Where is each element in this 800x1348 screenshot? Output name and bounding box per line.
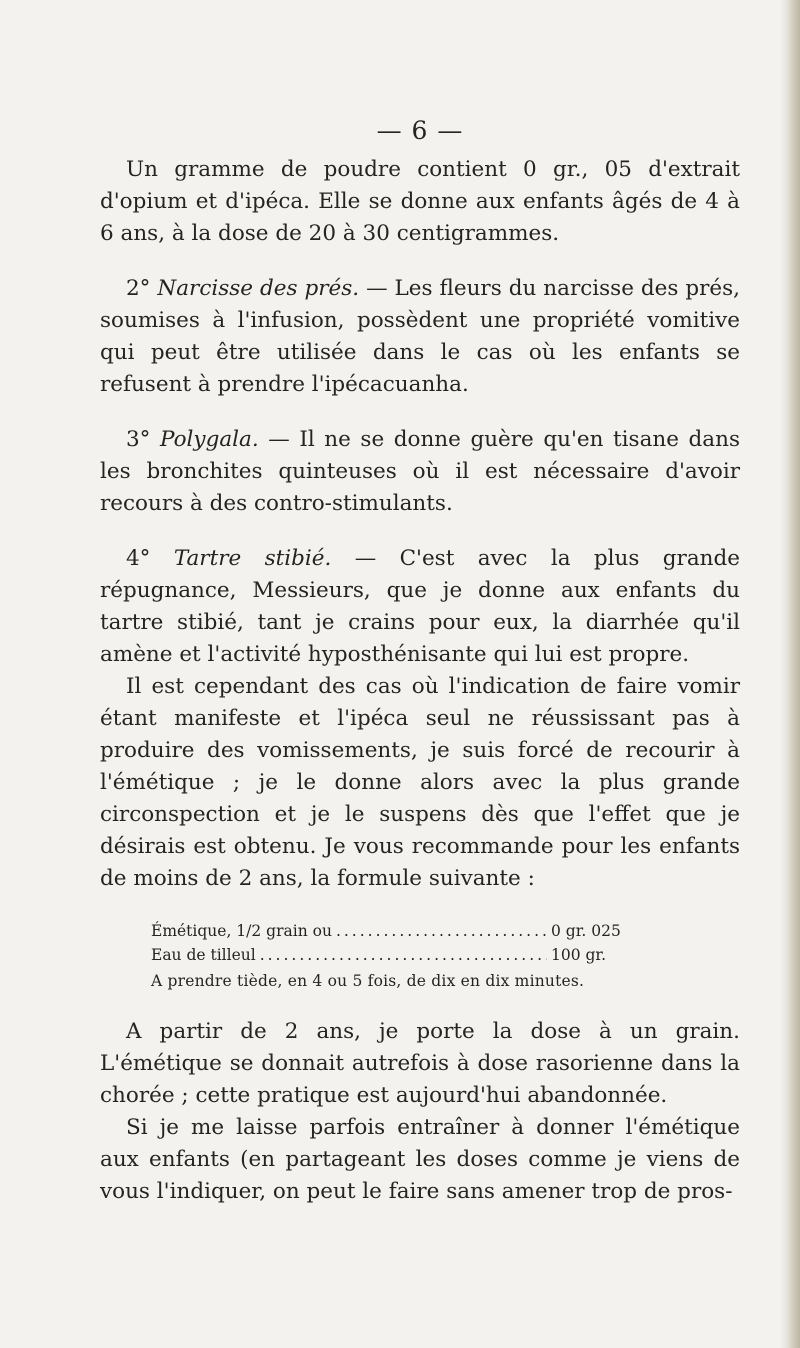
section-text: — Il ne se donne guère qu'en tisane dans les bronchites quinteuses où il est nécessaire d'avoir recours à des contro-stimulants.: [100, 427, 740, 516]
paragraph-indication: Il est cependant des cas où l'indication de faire vomir étant manifeste et l'ipéca seul ne réussissant pas à produire des vomissements, je suis forcé de recourir à l'émétique ; je le donne alors avec la plus grande circonspection et je le suspens dès que l'effet que je désirais est obtenu. Je vous recommande pour les enfants de moins de 2 ans, la formule suivante :: [100, 674, 740, 891]
section-number: 2°: [126, 276, 151, 301]
section-title: Narcisse des prés.: [157, 276, 360, 301]
formula-ingredient: Eau de tilleul: [151, 946, 256, 964]
dot-leader: [336, 919, 547, 943]
paragraph-opium-powder: Un gramme de poudre contient 0 gr., 05 d'extrait d'opium et d'ipéca. Elle se donne aux enfants âgés de 4 à 6 ans, à la dose de 20 à 30 centigrammes.: [100, 157, 740, 246]
section-tartre-stibie: [100, 543, 740, 671]
page-edge: [786, 0, 800, 1348]
formula-quantity: 100 gr.: [551, 946, 607, 964]
formula-ingredient: Émétique, 1/2 grain ou: [151, 922, 332, 940]
page-number: — 6 —: [376, 116, 464, 145]
dot-leader: [260, 943, 547, 967]
section-text: — C'est avec la plus grande répugnance, Messieurs, que je donne aux enfants du tartre stibié, tant je crains pour eux, la diarrhée qu'il amène et l'activité hyposthénisante qui lui est propre.: [100, 546, 740, 667]
page-content: [100, 114, 740, 1208]
section-text: — Les fleurs du narcisse des prés, soumises à l'infusion, possèdent une propriété vomitive qui peut être utilisée dans le cas où les enfants se refusent à prendre l'ipécacuanha.: [100, 276, 741, 397]
formula-row: [151, 943, 671, 967]
section-title: Tartre stibié.: [173, 546, 332, 571]
paragraph-emetique-enfants: Si je me laisse parfois entraîner à donner l'émétique aux enfants (en partageant les doses comme je viens de vous l'indiquer, on peut le faire sans amener trop de pros-: [100, 1115, 740, 1204]
formula-note: A prendre tiède, en 4 ou 5 fois, de dix en dix minutes.: [151, 972, 585, 990]
section-number: 3°: [126, 427, 151, 452]
formula-block: [151, 919, 671, 993]
section-polygala: [100, 424, 740, 520]
formula-row: [151, 919, 671, 943]
section-narcisse: [100, 273, 740, 401]
paragraph-dose-age: A partir de 2 ans, je porte la dose à un grain. L'émétique se donnait autrefois à dose rasorienne dans la chorée ; cette pratique est aujourd'hui abandonnée.: [100, 1019, 740, 1108]
section-number: 4°: [126, 546, 151, 571]
formula-quantity: 0 gr. 025: [551, 922, 621, 940]
section-title: Polygala.: [160, 427, 259, 452]
